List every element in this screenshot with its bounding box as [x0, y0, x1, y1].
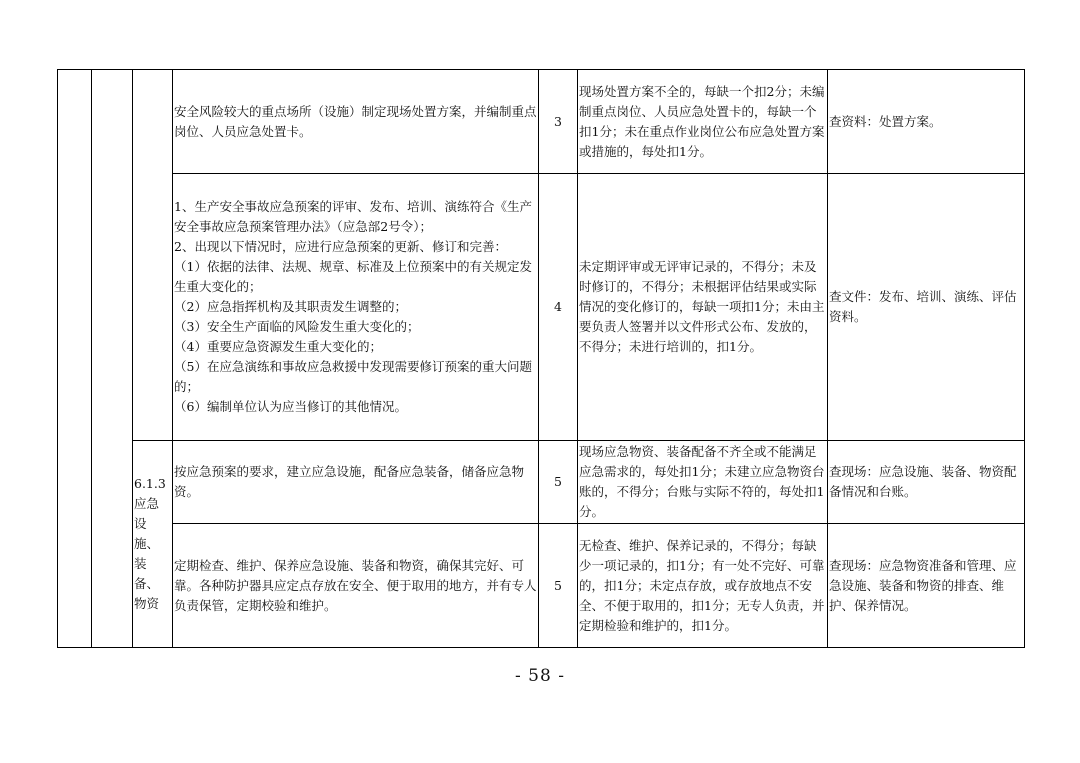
standard-cell: 未定期评审或无评审记录的，不得分；未及时修订的，不得分；未根据评估结果或实际情况的变化修订的，每缺一项扣1分；未由主要负责人签署并以文件形式公布、发放的，不得分；未进行培训的，扣1分。 [578, 174, 828, 441]
level2-cell [92, 70, 133, 648]
standard-cell: 现场应急物资、装备配备不齐全或不能满足应急需求的，每处扣1分；未建立应急物资台账的，不得分；台账与实际不符的，每处扣1分。 [578, 441, 828, 524]
content-cell: 1、生产安全事故应急预案的评审、发布、培训、演练符合《生产安全事故应急预案管理办法》（应急部2号令）； 2、出现以下情况时，应进行应急预案的更新、修订和完善： （1）依据的法律、法规、规章、标准及上位预案中的有关规定发生重大变化的； （2）应急指挥机构及其职责发生调整的； （3）安全生产面临的风险发生重大变化的； （4）重要应急资源发生重大变化的； （5）在应急演练和事故应急救援中发现需要修订预案的重大问题的； （6）编制单位认为应当修订的其他情况。 [173, 174, 539, 441]
table-row [58, 70, 1025, 174]
method-cell: 查文件：发布、培训、演练、评估资料。 [828, 174, 1025, 441]
page-number: - 58 - [515, 666, 565, 686]
standard-cell: 现场处置方案不全的，每缺一个扣2分；未编制重点岗位、人员应急处置卡的，每缺一个扣1分；未在重点作业岗位公布应急处置方案或措施的，每处扣1分。 [578, 70, 828, 174]
score-cell: 5 [539, 524, 578, 648]
method-cell: 查资料：处置方案。 [828, 70, 1025, 174]
standard-cell: 无检查、维护、保养记录的，不得分；每缺少一项记录的，扣1分；有一处不完好、可靠的，扣1分；未定点存放，或存放地点不安全、不便于取用的，扣1分；无专人负责，并定期检验和维护的，扣1分。 [578, 524, 828, 648]
prev-item-cell [133, 70, 173, 441]
score-cell: 5 [539, 441, 578, 524]
method-cell: 查现场：应急物资准备和管理、应急设施、装备和物资的排查、维护、保养情况。 [828, 524, 1025, 648]
table-row [58, 174, 1025, 441]
item-613-cell: 6.1.3 应急 设施、 装备、 物资 [133, 441, 173, 648]
method-cell: 查现场：应急设施、装备、物资配备情况和台账。 [828, 441, 1025, 524]
evaluation-table [57, 69, 1025, 648]
content-cell: 安全风险较大的重点场所（设施）制定现场处置方案，并编制重点岗位、人员应急处置卡。 [173, 70, 539, 174]
table-row [58, 441, 1025, 524]
score-cell: 4 [539, 174, 578, 441]
score-cell: 3 [539, 70, 578, 174]
content-cell: 按应急预案的要求，建立应急设施，配备应急装备，储备应急物资。 [173, 441, 539, 524]
content-cell: 定期检查、维护、保养应急设施、装备和物资，确保其完好、可靠。各种防护器具应定点存放在安全、便于取用的地方，并有专人负责保管，定期校验和维护。 [173, 524, 539, 648]
level1-cell [58, 70, 92, 648]
table-row [58, 524, 1025, 648]
